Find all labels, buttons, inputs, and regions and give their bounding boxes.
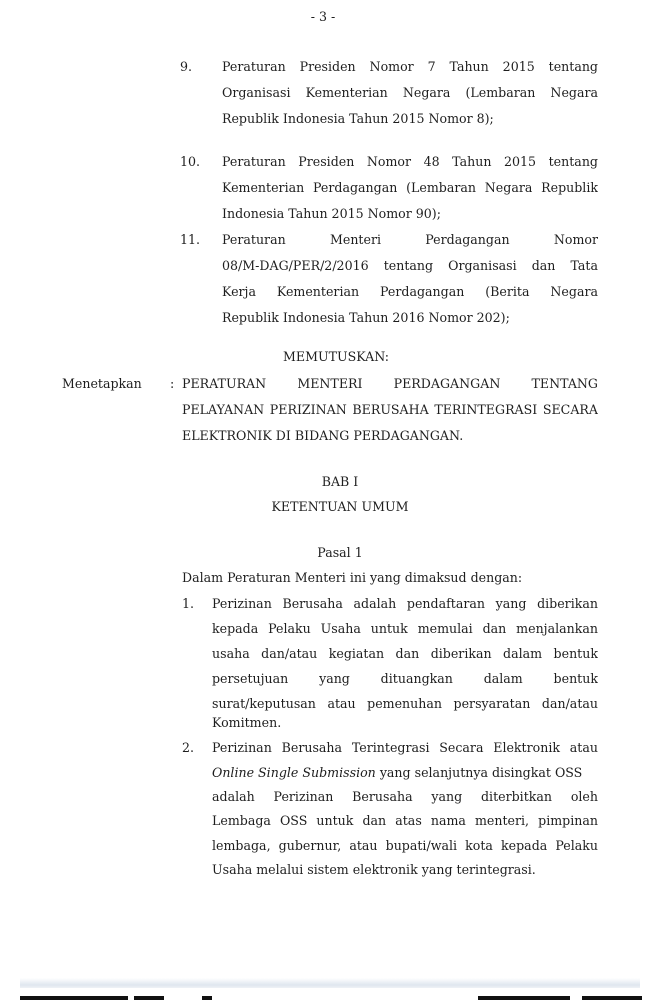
list-text-line: Republik Indonesia Tahun 2016 Nomor 202); [222,310,510,325]
scan-edge [478,996,570,1000]
definition-line: surat/keputusan atau pemenuhan persyaratan dan/atau [212,696,598,711]
list-text-line: Indonesia Tahun 2015 Nomor 90); [222,206,441,221]
definition-line: kepada Pelaku Usaha untuk memulai dan menjalankan [212,621,598,636]
page-number: - 3 - [310,9,336,24]
list-text-line: Peraturan Presiden Nomor 7 Tahun 2015 tentang [222,59,598,74]
decision-heading: MEMUTUSKAN: [283,349,390,364]
list-text-line: 08/M-DAG/PER/2/2016 tentang Organisasi dan Tata [222,258,598,273]
definition-line: lembaga, gubernur, atau bupati/wali kota kepada Pelaku [212,838,598,853]
definition-line: usaha dan/atau kegiatan dan diberikan dalam bentuk [212,646,598,661]
definition-line-mixed [212,764,598,782]
scan-edge [582,996,642,1000]
scan-edge [134,996,164,1000]
menetapkan-colon: : [170,376,175,391]
article-intro: Dalam Peraturan Menteri ini yang dimaksud dengan: [182,570,523,585]
definition-line: Perizinan Berusaha adalah pendaftaran yang diberikan [212,596,598,611]
italic-term: Online Single Submission [212,765,376,780]
list-text-line: Peraturan Menteri Perdagangan Nomor [222,232,598,247]
menetapkan-label: Menetapkan [62,376,142,391]
regulation-title-line: PELAYANAN PERIZINAN BERUSAHA TERINTEGRASI SECARA [182,402,598,417]
list-number: 9. [180,59,193,74]
chapter-subtitle: KETENTUAN UMUM [271,499,409,514]
definition-line: Lembaga OSS untuk dan atas nama menteri, pimpinan [212,813,598,828]
list-text-line: Kerja Kementerian Perdagangan (Berita Negara [222,284,598,299]
list-number: 10. [180,154,201,169]
regulation-title-line: ELEKTRONIK DI BIDANG PERDAGANGAN. [182,428,464,443]
list-text-line: Republik Indonesia Tahun 2015 Nomor 8); [222,111,494,126]
scan-artifact [20,978,640,988]
list-text-line: Kementerian Perdagangan (Lembaran Negara Republik [222,180,598,195]
definition-number: 2. [182,740,195,755]
list-text-line: Peraturan Presiden Nomor 48 Tahun 2015 tentang [222,154,598,169]
definition-line: Perizinan Berusaha Terintegrasi Secara Elektronik atau [212,740,598,755]
definition-line: persetujuan yang dituangkan dalam bentuk [212,671,598,686]
list-text-line: Organisasi Kementerian Negara (Lembaran Negara [222,85,598,100]
scan-edge [202,996,212,1000]
list-number: 11. [180,232,201,247]
chapter-title: BAB I [321,474,359,489]
regulation-title-line: PERATURAN MENTERI PERDAGANGAN TENTANG [182,376,598,391]
definition-line: Usaha melalui sistem elektronik yang terintegrasi. [212,862,536,877]
definition-line: yang selanjutnya disingkat OSS [379,765,583,780]
definition-line: Komitmen. [212,715,282,730]
scan-edge [20,996,128,1000]
definition-number: 1. [182,596,195,611]
definition-line: adalah Perizinan Berusaha yang diterbitkan oleh [212,789,598,804]
article-title: Pasal 1 [317,545,363,560]
